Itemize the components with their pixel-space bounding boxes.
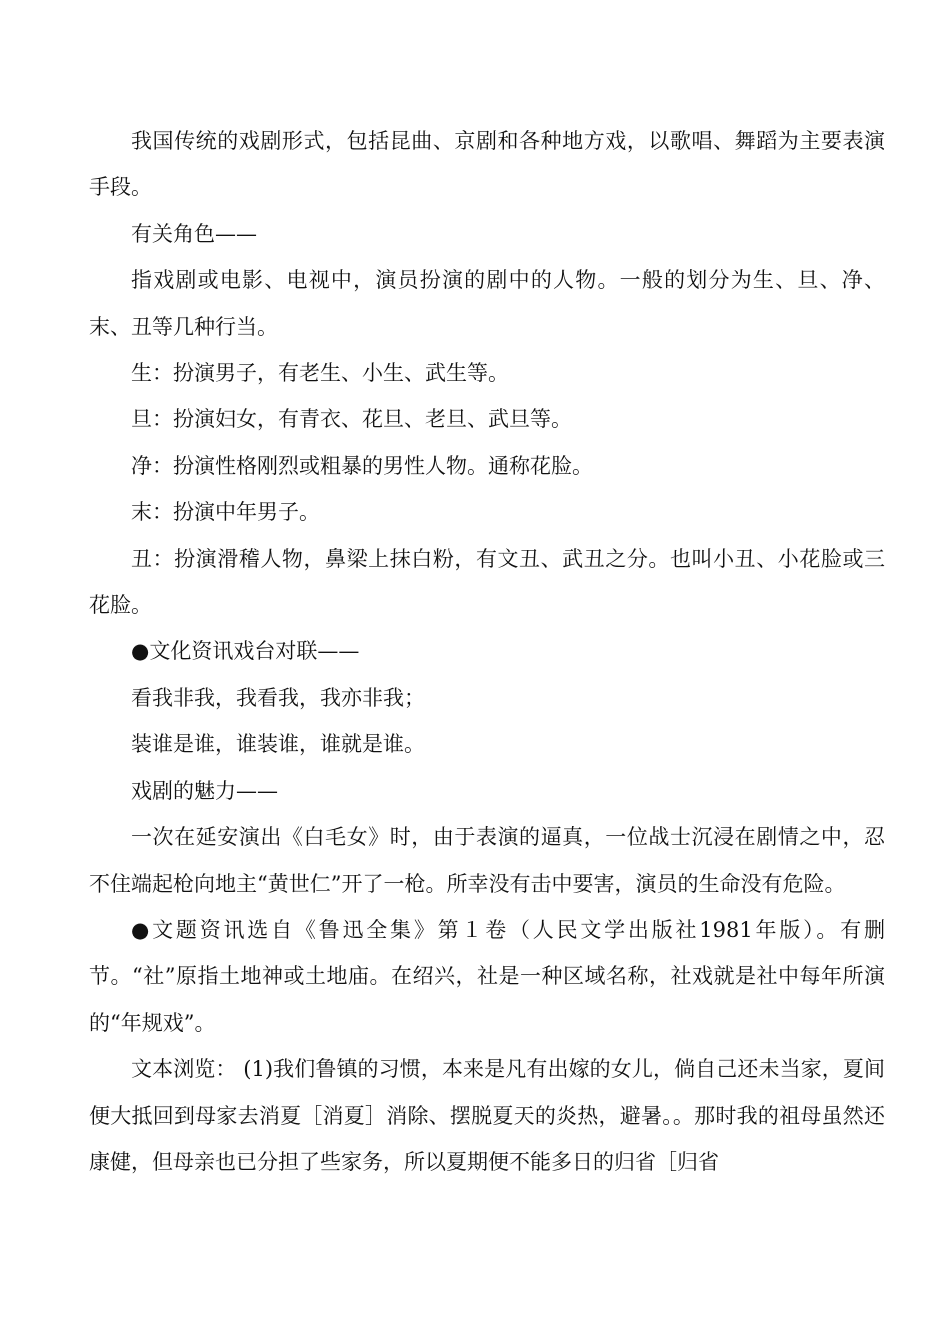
paragraph-opera-forms: 我国传统的戏剧形式，包括昆曲、京剧和各种地方戏，以歌唱、舞蹈为主要表演手段。 — [89, 129, 885, 200]
role-dan: 旦：扮演妇女，有青衣、花旦、老旦、武旦等。 — [131, 407, 572, 432]
role-chou: 丑：扮演滑稽人物，鼻梁上抹白粉，有文丑、武丑之分。也叫小丑、小花脸或三花脸。 — [89, 546, 885, 618]
document-page — [89, 118, 885, 1185]
heading-drama-charm: 戏剧的魅力—— — [131, 778, 278, 803]
paragraph-white-haired-girl: 一次在延安演出《白毛女》时，由于表演的逼真，一位战士沉浸在剧情之中，忍不住端起枪向地主“黄世仁”开了一枪。所幸没有击中要害，演员的生命没有危险。 — [89, 825, 885, 896]
paragraph-text-browse: 文本浏览： (1)我们鲁镇的习惯，本来是凡有出嫁的女儿，倘自己还未当家，夏间便大抵回到母家去消夏［消夏］消除、摆脱夏天的炎热，避暑。。那时我的祖母虽然还康健，但母亲也已分担了些家务，所以夏期便不能多日的归省［归省 — [89, 1057, 885, 1174]
couplet-line-2: 装谁是谁，谁装谁，谁就是谁。 — [131, 732, 425, 757]
heading-roles: 有关角色—— — [131, 221, 257, 246]
heading-stage-couplet: ●文化资讯戏台对联—— — [131, 639, 360, 664]
paragraph-title-info: ●文题资讯选自《鲁迅全集》第１卷（人民文学出版社1981年版）。有删节。“社”原指土地神或土地庙。在绍兴，社是一种区域名称，社戏就是社中每年所演的“年规戏”。 — [89, 917, 885, 1035]
role-sheng: 生：扮演男子，有老生、小生、武生等。 — [131, 361, 509, 386]
role-mo: 末：扮演中年男子。 — [131, 500, 320, 525]
couplet-line-1: 看我非我，我看我，我亦非我； — [131, 685, 425, 710]
paragraph-roles-definition: 指戏剧或电影、电视中，演员扮演的剧中的人物。一般的划分为生、旦、净、末、丑等几种行当。 — [89, 268, 885, 339]
role-jing: 净：扮演性格刚烈或粗暴的男性人物。通称花脸。 — [131, 453, 593, 478]
